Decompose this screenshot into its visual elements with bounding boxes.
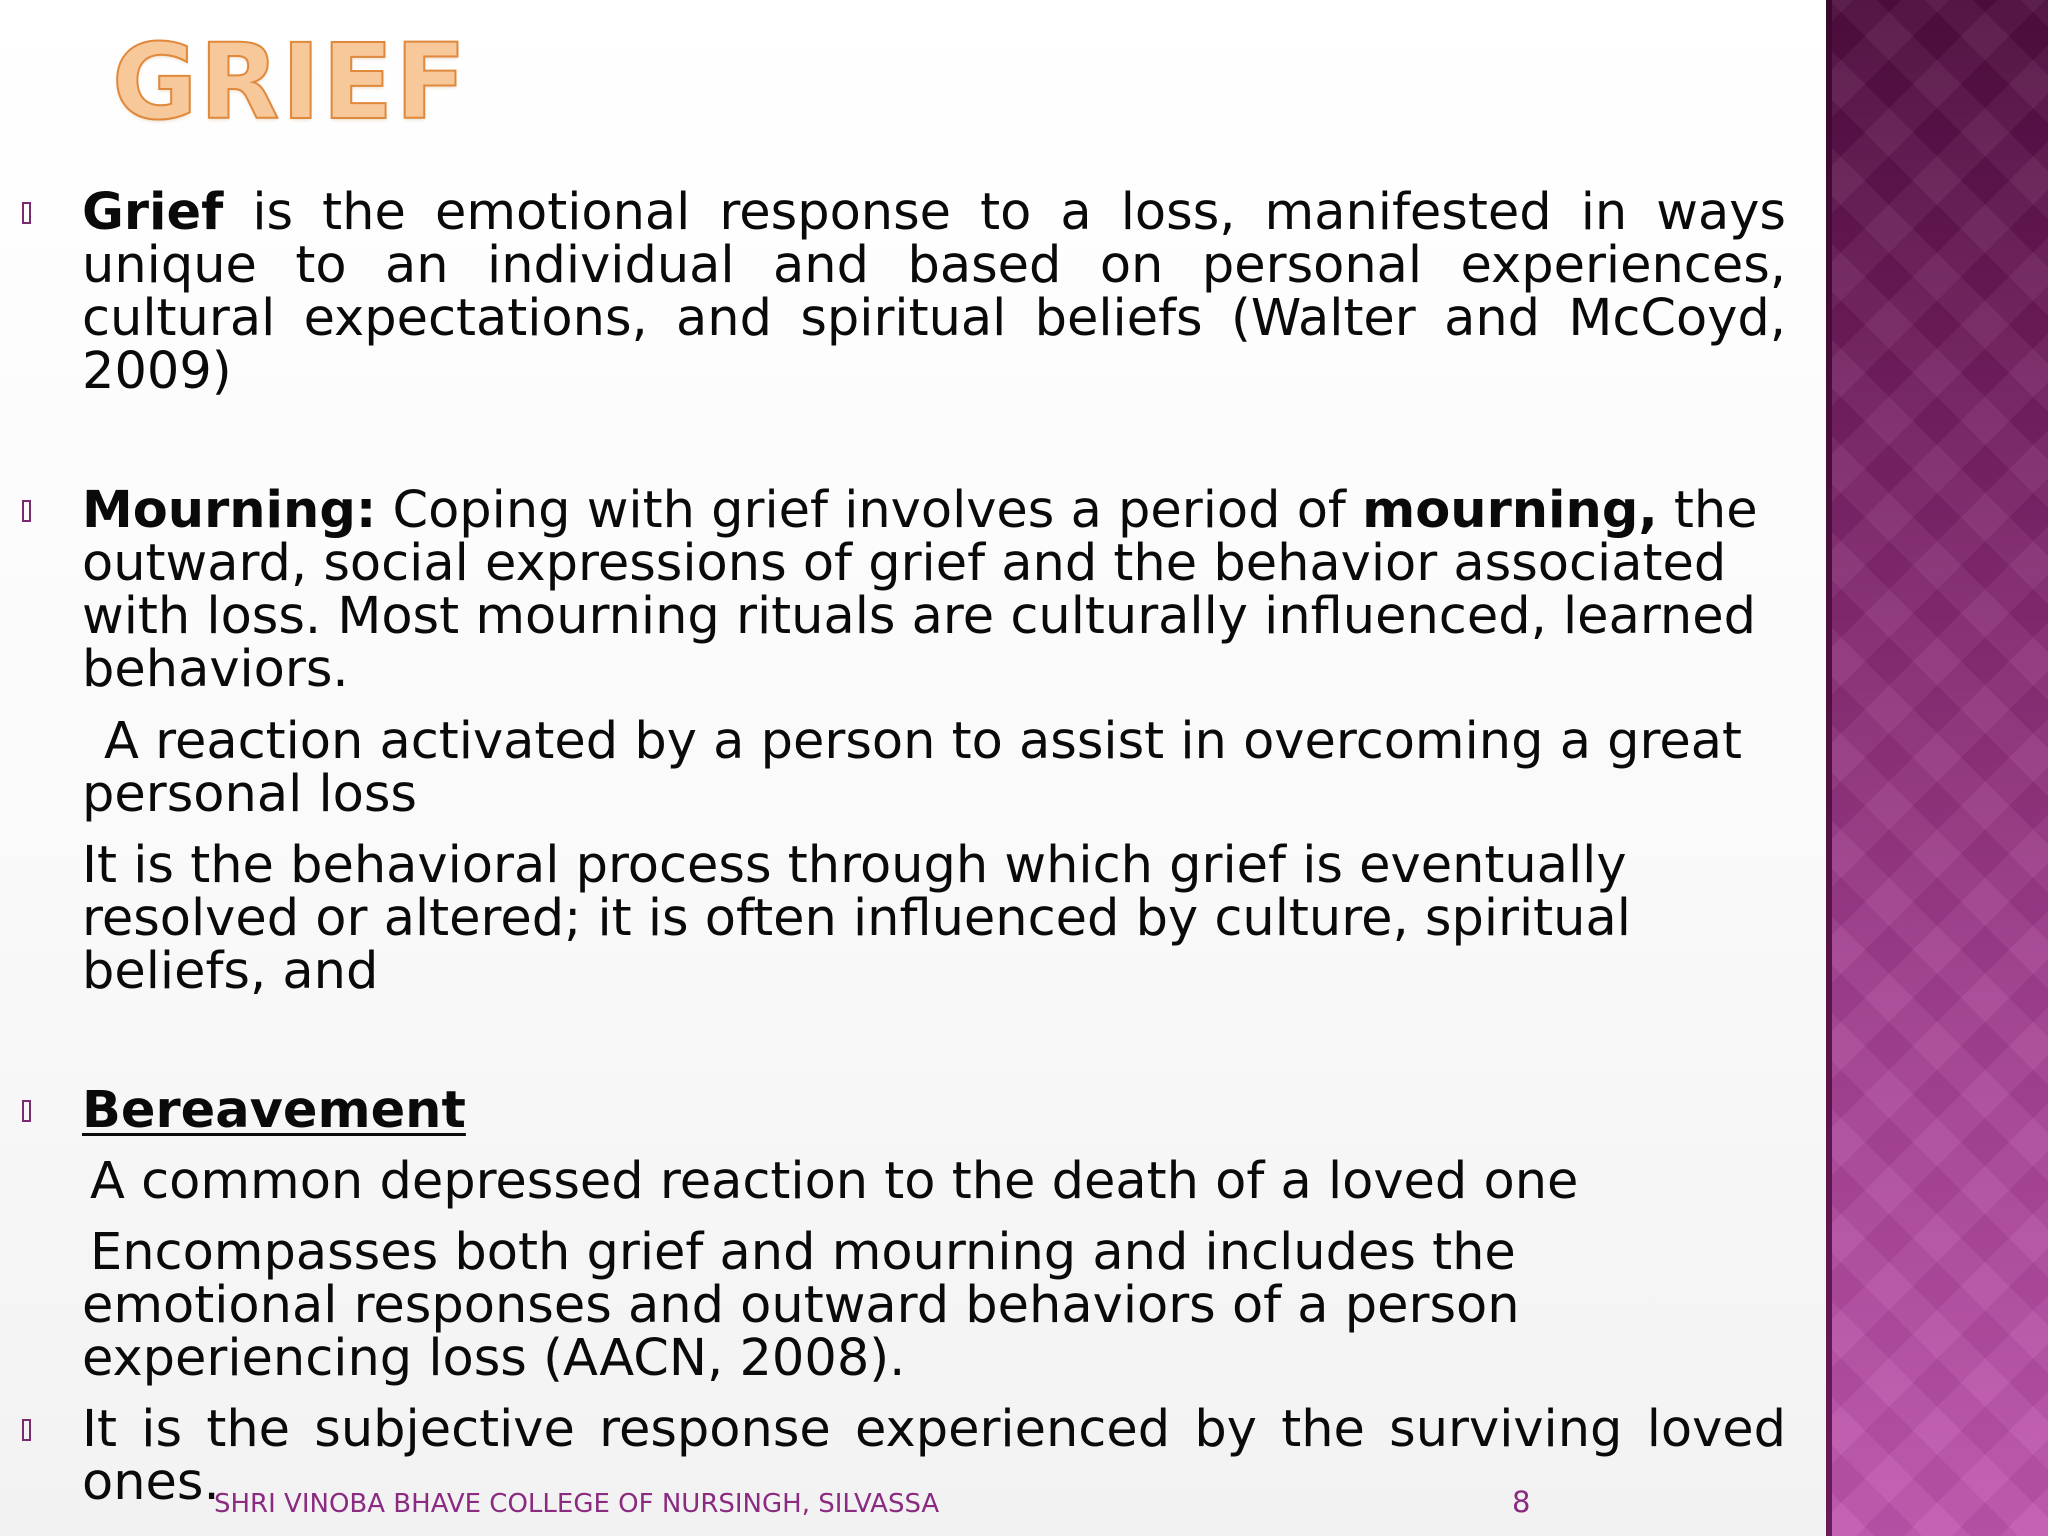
bullet-icon [22,1419,31,1441]
bereavement-encompasses-text: Encompasses both grief and mourning and includes the emotional responses and outward behaviors of a person experiencing loss (AACN, 2008). [82,1223,1520,1388]
bullet-icon [22,1100,31,1122]
mourning-text-after: the outward, social expressions of grief and the behavior associated with loss. Most mourning rituals are culturally influenced, learned behaviors. [82,481,1758,699]
grief-paragraph [82,183,1786,401]
footer-college-name: SHRI VINOBA BHAVE COLLEGE OF NURSINGH, SILVASSA [214,1489,940,1519]
mourning-term: Mourning: [82,481,377,540]
grief-definition: is the emotional response to a loss, manifested in ways unique to an individual and based on personal experiences, cultural expectations, and spiritual beliefs (Walter and McCoyd, 2009) [82,183,1786,401]
subjective-text: It is the subjective response experienced by the surviving loved ones. [82,1400,1786,1512]
bullet-icon [22,202,31,224]
mourning-text-before: Coping with grief involves a period of [376,481,1363,540]
decorative-side-panel [1826,0,2048,1536]
bereavement-term: Bereavement [82,1081,466,1140]
mourning-emphasis: mourning, [1362,481,1658,540]
bereavement-reaction-text: A common depressed reaction to the death of a loved one [90,1152,1579,1211]
slide-body [82,183,1786,1512]
grief-term: Grief [82,183,224,242]
mourning-reaction-text: A reaction activated by a person to assist in overcoming a great personal loss [82,712,1743,824]
mourning-process-text: It is the behavioral process through which grief is eventually resolved or altered; it is often influenced by culture, spiritual beliefs, and [82,836,1631,1001]
slide-page-number: 8 [1512,1485,1531,1519]
bullet-icon [22,500,31,522]
bereavement-heading [82,1081,1786,1140]
mourning-paragraph [82,481,1786,699]
slide-title: GRIEF [112,21,469,143]
